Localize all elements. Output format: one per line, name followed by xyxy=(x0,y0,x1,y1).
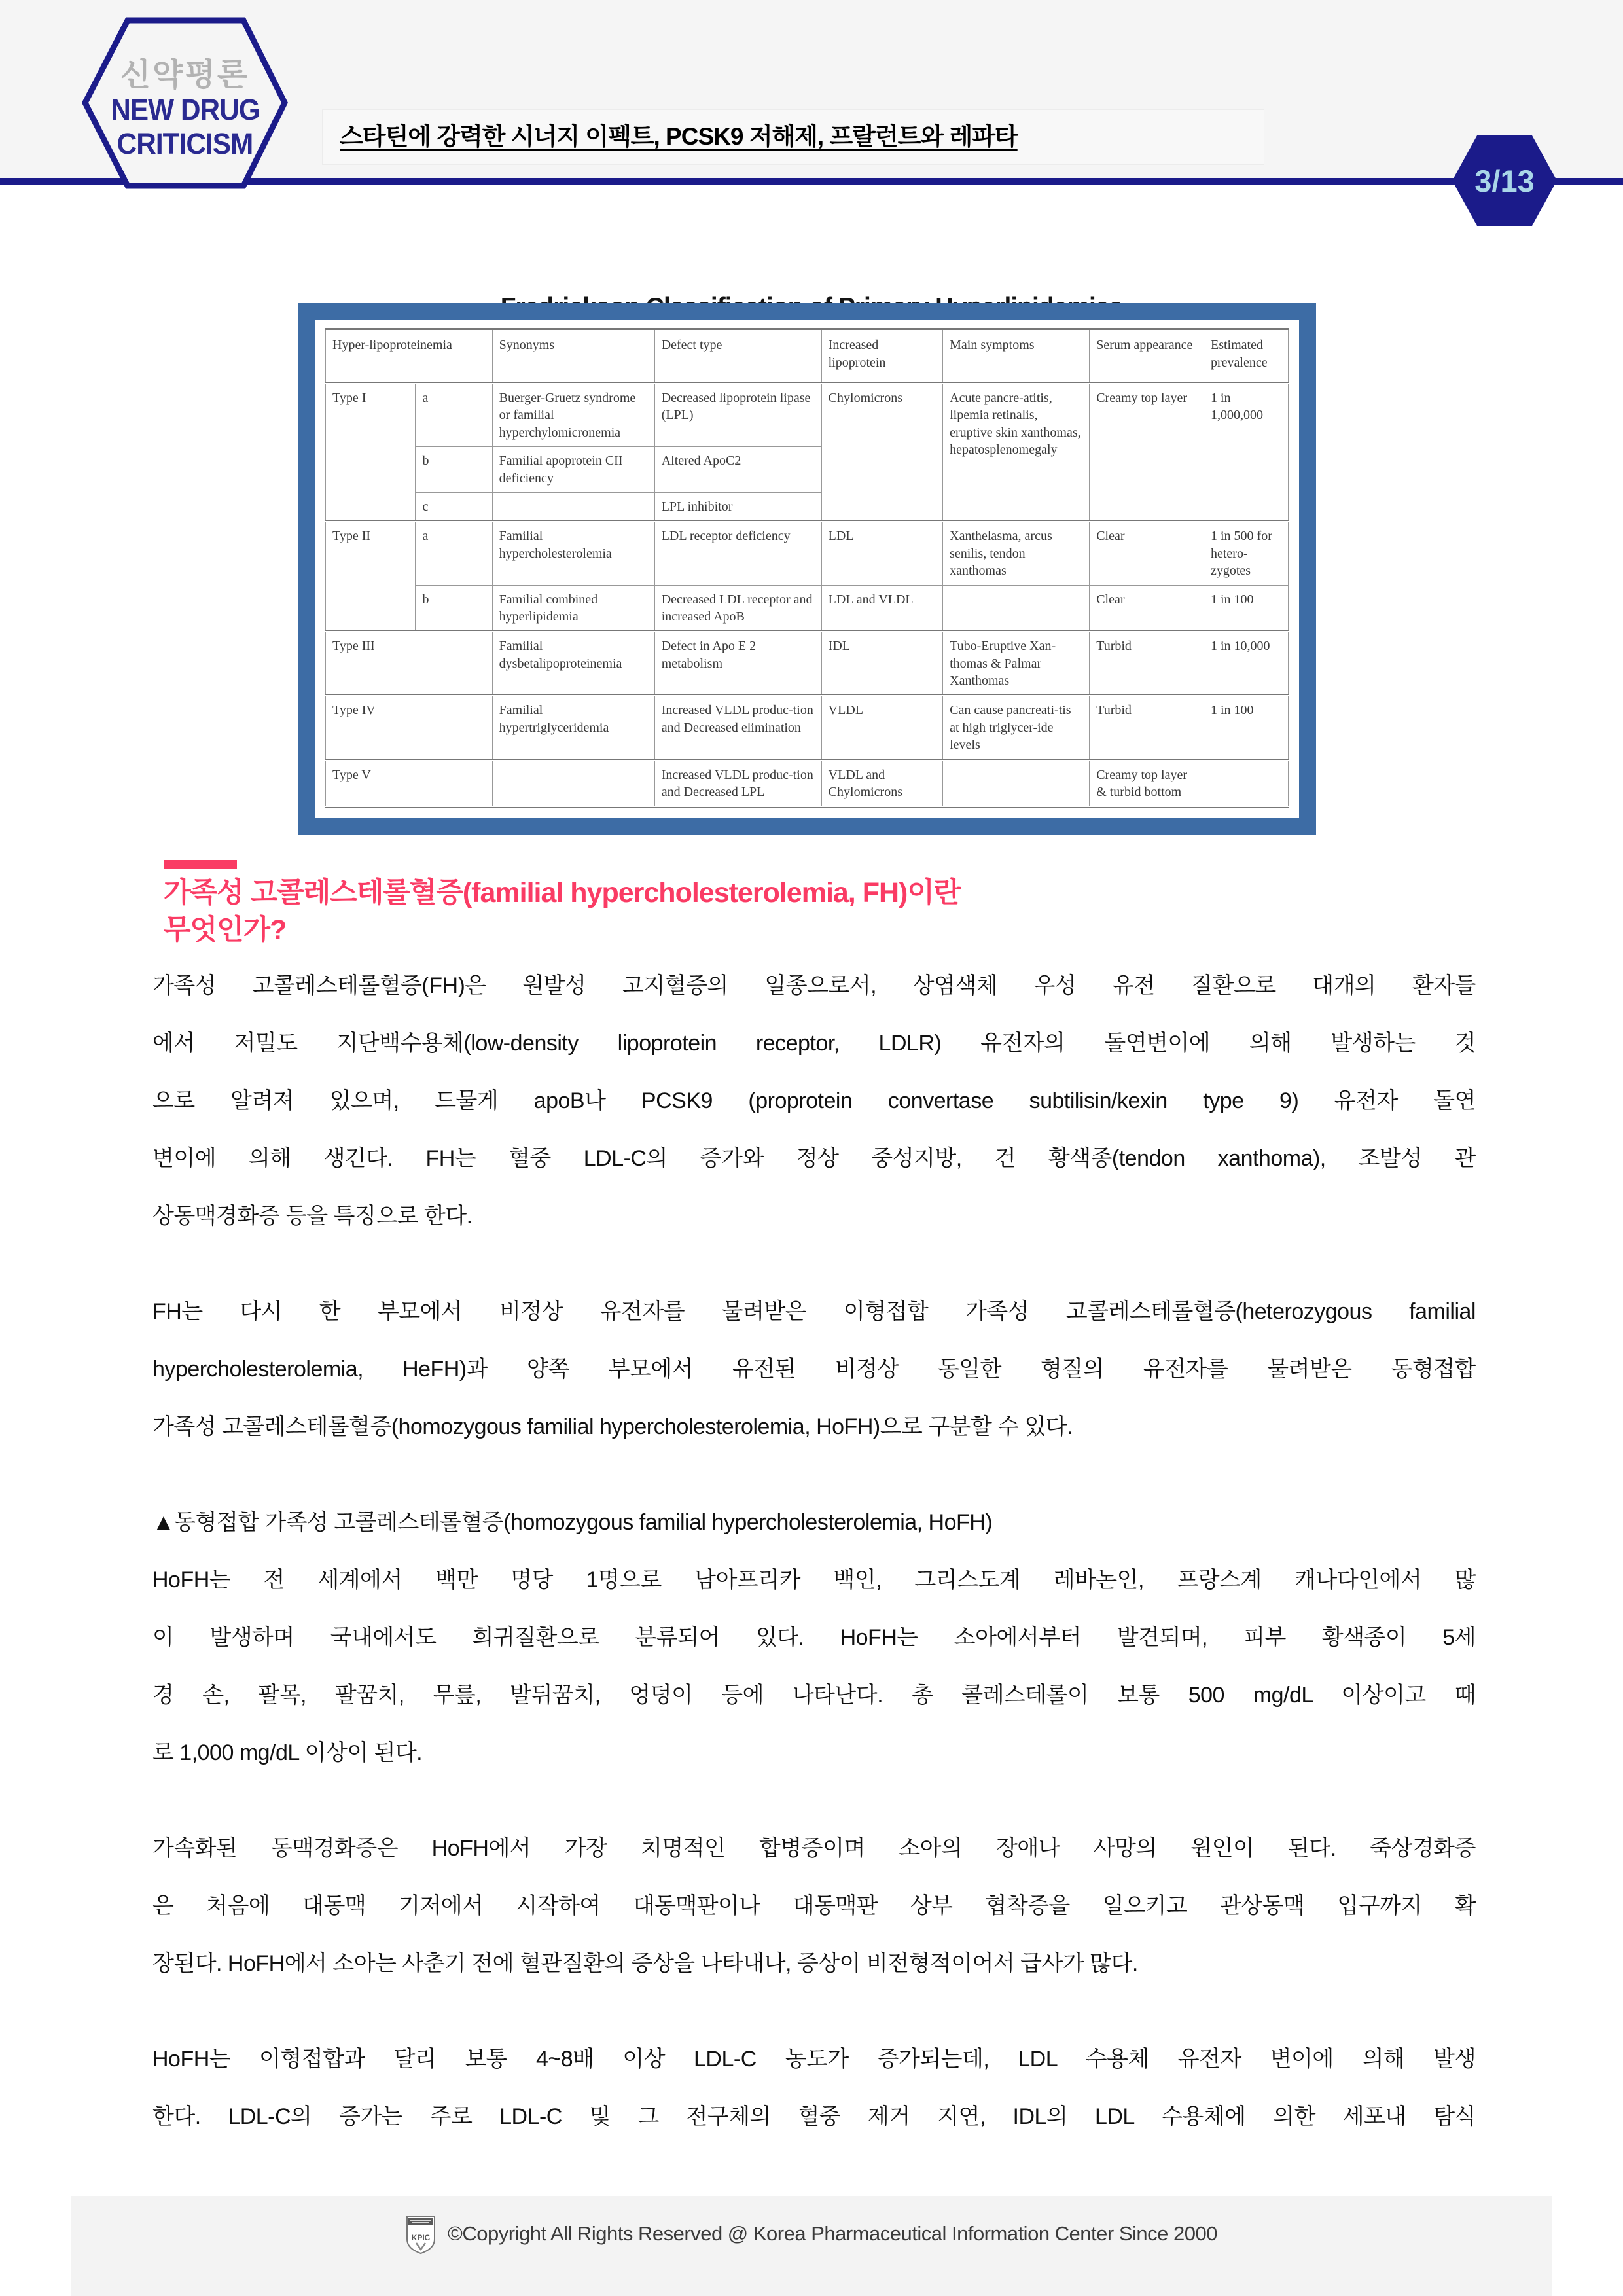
table-cell: 1 in 10,000 xyxy=(1204,632,1289,696)
text-line: 장된다. HoFH에서 소아는 사춘기 전에 혈관질환의 증상을 나타내나, 증상이 비전형적이어서 급사가 많다. xyxy=(152,1951,1138,1976)
table-cell: Familial combined hyperlipidemia xyxy=(492,585,654,632)
table-cell: Clear xyxy=(1090,522,1204,585)
column-header: Hyper-lipoproteinemia xyxy=(326,329,493,384)
article-title: 스타틴에 강력한 시너지 이펙트, PCSK9 저해제, 프랄런트와 레파타 xyxy=(340,123,1018,150)
table-cell: Turbid xyxy=(1090,696,1204,760)
paragraph xyxy=(152,1494,1476,1551)
text-line: 한다. LDL-C의 증가는 주로 LDL-C 및 그 전구체의 혈중 제거 지연, IDL의 LDL 수용체에 의한 세포내 탐식 xyxy=(152,2104,1476,2129)
paragraph xyxy=(152,2030,1476,2145)
table-cell xyxy=(492,760,654,807)
text-line: 은 처음에 대동맥 기저에서 시작하여 대동맥판이나 대동맥판 상부 협착증을 일으키고 관상동맥 입구까지 확 xyxy=(152,1893,1476,1918)
table-row xyxy=(326,632,1289,696)
section-heading xyxy=(164,860,1472,949)
fredrickson-table-frame xyxy=(298,303,1316,835)
table-cell: Familial hypertriglyceridemia xyxy=(492,696,654,760)
page-number-badge xyxy=(1450,133,1560,228)
logo-korean-text: 신약평론 xyxy=(120,57,250,92)
table-row xyxy=(326,384,1289,447)
section-heading-line1: 가족성 고콜레스테롤혈증(familial hypercholesterolemia, FH)이란 xyxy=(164,877,961,908)
table-cell: VLDL and Chylomicrons xyxy=(821,760,942,807)
table-cell: Familial apoprotein CII deficiency xyxy=(492,447,654,493)
table-cell: Increased VLDL produc-tion and Decreased LPL xyxy=(654,760,821,807)
table-cell: Type V xyxy=(326,760,493,807)
table-cell: c xyxy=(416,492,492,521)
table-row xyxy=(326,760,1289,807)
text-line: 가족성 고콜레스테롤혈증(FH)은 원발성 고지혈증의 일종으로서, 상염색체 우성 유전 질환으로 대개의 환자들 xyxy=(152,973,1476,998)
table-cell: 1 in 500 for hetero-zygotes xyxy=(1204,522,1289,585)
new-drug-criticism-logo xyxy=(82,16,288,190)
heading-accent-bar xyxy=(164,860,237,869)
column-header: Main symptoms xyxy=(943,329,1090,384)
fredrickson-table xyxy=(325,328,1289,808)
paragraph xyxy=(152,1551,1476,1782)
text-line: 상동맥경화증 등을 특징으로 한다. xyxy=(152,1204,473,1229)
table-cell: IDL xyxy=(821,632,942,696)
table-cell: Familial dysbetalipoproteinemia xyxy=(492,632,654,696)
table-cell: Can cause pancreati-tis at high triglycer-ide levels xyxy=(943,696,1090,760)
text-line: 에서 저밀도 지단백수용체(low-density lipoprotein receptor, LDLR) 유전자의 돌연변이에 의해 발생하는 것 xyxy=(152,1031,1476,1056)
text-line: HoFH는 이형접합과 달리 보통 4~8배 이상 LDL-C 농도가 증가되는데, LDL 수용체 유전자 변이에 의해 발생 xyxy=(152,2047,1476,2072)
logo-english-line2: CRITICISM xyxy=(116,126,253,160)
table-cell xyxy=(492,492,654,521)
table-cell: Creamy top layer & turbid bottom xyxy=(1090,760,1204,807)
page-number: 3/13 xyxy=(1474,163,1535,198)
table-cell: LDL xyxy=(821,522,942,585)
text-line: 경 손, 팔목, 팔꿈치, 무릎, 발뒤꿈치, 엉덩이 등에 나타난다. 총 콜레스테롤이 보통 500 mg/dL 이상이고 때 xyxy=(152,1683,1476,1708)
table-cell: a xyxy=(416,522,492,585)
table-cell: b xyxy=(416,585,492,632)
table-cell: 1 in 100 xyxy=(1204,585,1289,632)
column-header: Increased lipoprotein xyxy=(821,329,942,384)
text-line: FH는 다시 한 부모에서 비정상 유전자를 물려받은 이형접합 가족성 고콜레스테롤혈증(heterozygous familial xyxy=(152,1299,1476,1324)
table-cell: b xyxy=(416,447,492,493)
table-cell: LDL receptor deficiency xyxy=(654,522,821,585)
table-row xyxy=(326,585,1289,632)
table-cell: Tubo-Eruptive Xan-thomas & Palmar Xanthomas xyxy=(943,632,1090,696)
table-cell: Buerger-Gruetz syndrome or familial hyperchylomicronemia xyxy=(492,384,654,447)
svg-text:KPIC: KPIC xyxy=(411,2233,431,2242)
copyright-text: ©Copyright All Rights Reserved @ Korea Pharmaceutical Information Center Since 2000 xyxy=(448,2222,1217,2245)
table-cell xyxy=(943,760,1090,807)
text-line: 가족성 고콜레스테롤혈증(homozygous familial hypercholesterolemia, HoFH)으로 구분할 수 있다. xyxy=(152,1414,1073,1439)
paragraph xyxy=(152,1283,1476,1456)
text-line: 으로 알려져 있으며, 드물게 apoB나 PCSK9 (proprotein convertase subtilisin/kexin type 9) 유전자 돌연 xyxy=(152,1088,1476,1113)
table-cell: Xanthelasma, arcus senilis, tendon xanthomas xyxy=(943,522,1090,585)
column-header: Synonyms xyxy=(492,329,654,384)
column-header: Serum appearance xyxy=(1090,329,1204,384)
text-line: 가속화된 동맥경화증은 HoFH에서 가장 치명적인 합병증이며 소아의 장애나 사망의 원인이 된다. 죽상경화증 xyxy=(152,1836,1476,1861)
text-line: 변이에 의해 생긴다. FH는 혈중 LDL-C의 증가와 정상 중성지방, 건 황색종(tendon xanthoma), 조발성 관 xyxy=(152,1146,1476,1171)
table-cell: Chylomicrons xyxy=(821,384,942,522)
table-cell: Type II xyxy=(326,522,416,632)
kpic-shield-icon xyxy=(406,2215,436,2255)
table-cell: Decreased LDL receptor and increased ApoB xyxy=(654,585,821,632)
page-footer xyxy=(71,2196,1552,2296)
column-header: Defect type xyxy=(654,329,821,384)
table-cell: Turbid xyxy=(1090,632,1204,696)
table-row xyxy=(326,696,1289,760)
table-cell xyxy=(1204,760,1289,807)
table-cell xyxy=(943,585,1090,632)
table-cell: Defect in Apo E 2 metabolism xyxy=(654,632,821,696)
table-cell: LPL inhibitor xyxy=(654,492,821,521)
table-cell: a xyxy=(416,384,492,447)
paragraph xyxy=(152,1820,1476,1992)
table-cell: Decreased lipoprotein lipase (LPL) xyxy=(654,384,821,447)
table-cell: VLDL xyxy=(821,696,942,760)
table-cell: Creamy top layer xyxy=(1090,384,1204,522)
table-cell: Familial hypercholesterolemia xyxy=(492,522,654,585)
table-cell: Clear xyxy=(1090,585,1204,632)
table-cell: 1 in 1,000,000 xyxy=(1204,384,1289,522)
table-cell: Type III xyxy=(326,632,493,696)
table-cell: 1 in 100 xyxy=(1204,696,1289,760)
table-cell: Acute pancre-atitis, lipemia retinalis, eruptive skin xanthomas, hepatosplenomegaly xyxy=(943,384,1090,522)
table-cell: Type I xyxy=(326,384,416,522)
text-line: ▲동형접합 가족성 고콜레스테롤혈증(homozygous familial hypercholesterolemia, HoFH) xyxy=(152,1510,993,1535)
text-line: 로 1,000 mg/dL 이상이 된다. xyxy=(152,1740,423,1765)
article-title-box xyxy=(322,109,1264,165)
text-line: HoFH는 전 세계에서 백만 명당 1명으로 남아프리카 백인, 그리스도계 레바논인, 프랑스계 캐나다인에서 많 xyxy=(152,1568,1476,1592)
table-cell: Type IV xyxy=(326,696,493,760)
table-cell: Altered ApoC2 xyxy=(654,447,821,493)
text-line: hypercholesterolemia, HeFH)과 양쪽 부모에서 유전된 비정상 동일한 형질의 유전자를 물려받은 동형접합 xyxy=(152,1357,1476,1382)
text-line: 이 발생하며 국내에서도 희귀질환으로 분류되어 있다. HoFH는 소아에서부터 발견되며, 피부 황색종이 5세 xyxy=(152,1625,1476,1650)
paragraph xyxy=(152,957,1476,1245)
column-header: Estimated prevalence xyxy=(1204,329,1289,384)
section-heading-line2: 무엇인가? xyxy=(164,914,287,946)
table-cell: LDL and VLDL xyxy=(821,585,942,632)
logo-english-line1: NEW DRUG xyxy=(110,92,260,126)
body-paragraphs xyxy=(152,957,1476,2183)
table-cell: Increased VLDL produc-tion and Decreased elimination xyxy=(654,696,821,760)
table-row xyxy=(326,522,1289,585)
